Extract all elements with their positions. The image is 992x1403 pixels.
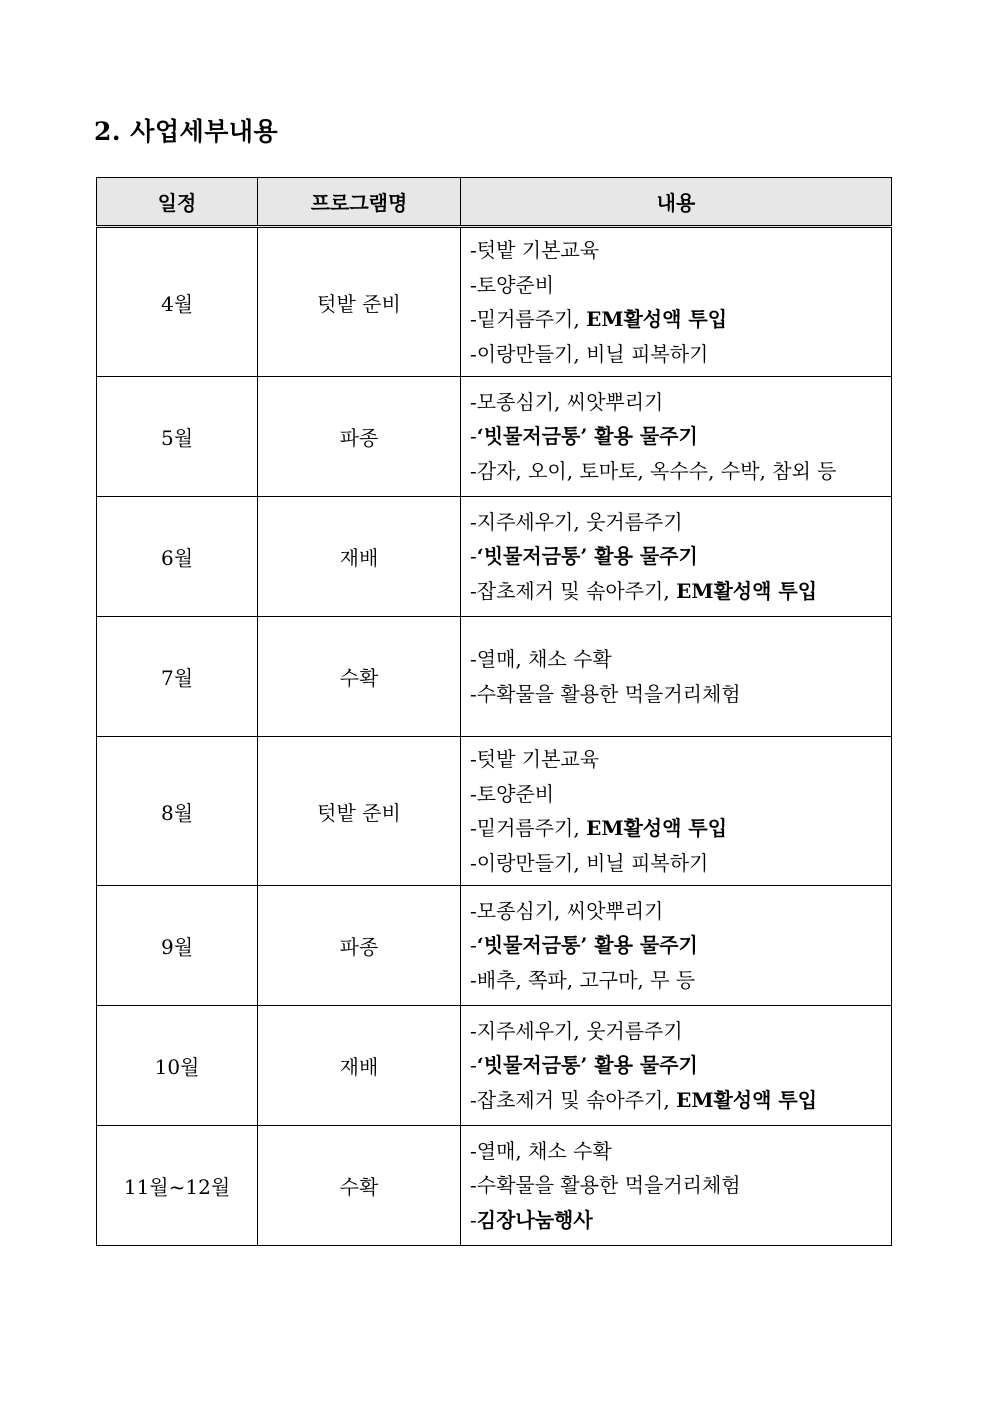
content-cell: [461, 1126, 892, 1246]
content-line-bold-text: EM활성액 투입: [586, 816, 728, 840]
content-line: [470, 268, 891, 303]
content-line: [470, 642, 891, 677]
content-line-bold-text: ‘빗물저금통’ 활용 물주기: [476, 1053, 698, 1078]
content-line-text: -텃밭 기본교육: [470, 747, 600, 771]
content-line: [470, 419, 891, 454]
content-line-text: -감자, 오이, 토마토, 옥수수, 수박, 참외 등: [470, 458, 837, 483]
program-cell: 텃밭 준비: [258, 737, 461, 886]
content-cell: [461, 377, 892, 497]
content-line-text: -열매, 채소 수확: [470, 1138, 612, 1163]
month-cell: 4월: [97, 227, 258, 377]
content-line: [470, 1168, 891, 1203]
content-line: [470, 677, 891, 712]
program-cell: 재배: [258, 1006, 461, 1126]
content-line: [470, 928, 891, 963]
table-row: [97, 227, 892, 377]
table-header-row: [97, 178, 892, 227]
month-cell: 8월: [97, 737, 258, 886]
header-content: 내용: [461, 178, 892, 227]
content-line-text: -모종심기, 씨앗뿌리기: [470, 389, 664, 414]
content-cell: [461, 886, 892, 1006]
content-line-text: -배추, 쪽파, 고구마, 무 등: [470, 967, 696, 992]
header-program-name: 프로그램명: [258, 178, 461, 227]
content-line: [470, 337, 891, 372]
month-cell: 6월: [97, 497, 258, 617]
content-line-text: -토양준비: [470, 272, 555, 297]
content-line-text: -: [470, 544, 477, 569]
content-line-bold-text: EM활성액 투입: [586, 307, 728, 331]
content-line: [470, 846, 891, 881]
content-line-text: -열매, 채소 수확: [470, 647, 612, 671]
month-cell: 10월: [97, 1006, 258, 1126]
content-line: [470, 574, 891, 609]
content-line-text: -잡초제거 및 솎아주기,: [470, 578, 677, 603]
content-line-text: -잡초제거 및 솎아주기,: [470, 1087, 677, 1112]
content-line: [470, 505, 891, 540]
content-line: [470, 777, 891, 812]
content-cell: [461, 1006, 892, 1126]
content-line: [470, 454, 891, 489]
content-line: [470, 894, 891, 929]
content-line-text: -: [470, 424, 477, 449]
content-line-text: -이랑만들기, 비닐 피복하기: [470, 850, 709, 875]
content-line: [470, 1048, 891, 1083]
content-line: [470, 1014, 891, 1049]
content-line-text: -수확물을 활용한 먹을거리체험: [470, 1173, 741, 1198]
content-line-text: -: [470, 1207, 477, 1232]
content-line-text: -토양준비: [470, 781, 555, 806]
content-cell: [461, 737, 892, 886]
table-row: [97, 377, 892, 497]
month-cell: 7월: [97, 617, 258, 737]
content-line-bold-text: ‘빗물저금통’ 활용 물주기: [476, 933, 698, 958]
content-line: [470, 539, 891, 574]
content-line: [470, 742, 891, 777]
table-row: [97, 617, 892, 737]
table-body: [97, 227, 892, 1246]
content-line-text: -: [470, 1053, 477, 1078]
content-line-text: -텃밭 기본교육: [470, 238, 600, 262]
month-cell: 11월~12월: [97, 1126, 258, 1246]
table-row: [97, 1006, 892, 1126]
content-cell: [461, 497, 892, 617]
table-row: [97, 886, 892, 1006]
content-line: [470, 1134, 891, 1169]
program-cell: 수확: [258, 1126, 461, 1246]
program-cell: 재배: [258, 497, 461, 617]
table-row: [97, 737, 892, 886]
program-cell: 텃밭 준비: [258, 227, 461, 377]
content-line-bold-text: EM활성액 투입: [676, 1087, 818, 1112]
table-row: [97, 1126, 892, 1246]
table-row: [97, 497, 892, 617]
content-line-text: -수확물을 활용한 먹을거리체험: [470, 681, 741, 706]
content-line: [470, 963, 891, 998]
content-line: [470, 233, 891, 268]
content-line-text: -지주세우기, 웃거름주기: [470, 509, 683, 534]
content-line-text: -: [470, 933, 477, 958]
content-line-text: -밑거름주기,: [470, 816, 587, 840]
content-line-text: -지주세우기, 웃거름주기: [470, 1018, 683, 1043]
content-line: [470, 811, 891, 846]
content-line: [470, 1203, 891, 1238]
month-cell: 5월: [97, 377, 258, 497]
program-cell: 파종: [258, 377, 461, 497]
content-line-text: -밑거름주기,: [470, 307, 587, 331]
content-cell: [461, 227, 892, 377]
program-cell: 수확: [258, 617, 461, 737]
program-cell: 파종: [258, 886, 461, 1006]
month-cell: 9월: [97, 886, 258, 1006]
content-line: [470, 302, 891, 337]
content-line-bold-text: ‘빗물저금통’ 활용 물주기: [476, 424, 698, 449]
content-cell: [461, 617, 892, 737]
content-line: [470, 385, 891, 420]
section-title: 2. 사업세부내용: [94, 117, 279, 146]
schedule-table: [96, 177, 892, 1246]
content-line-bold-text: ‘빗물저금통’ 활용 물주기: [476, 544, 698, 569]
header-schedule: 일정: [97, 178, 258, 227]
content-line-bold-text: EM활성액 투입: [676, 578, 818, 603]
content-line: [470, 1083, 891, 1118]
content-line-bold-text: 김장나눔행사: [476, 1207, 593, 1232]
content-line-text: -이랑만들기, 비닐 피복하기: [470, 341, 709, 366]
content-line-text: -모종심기, 씨앗뿌리기: [470, 898, 664, 923]
